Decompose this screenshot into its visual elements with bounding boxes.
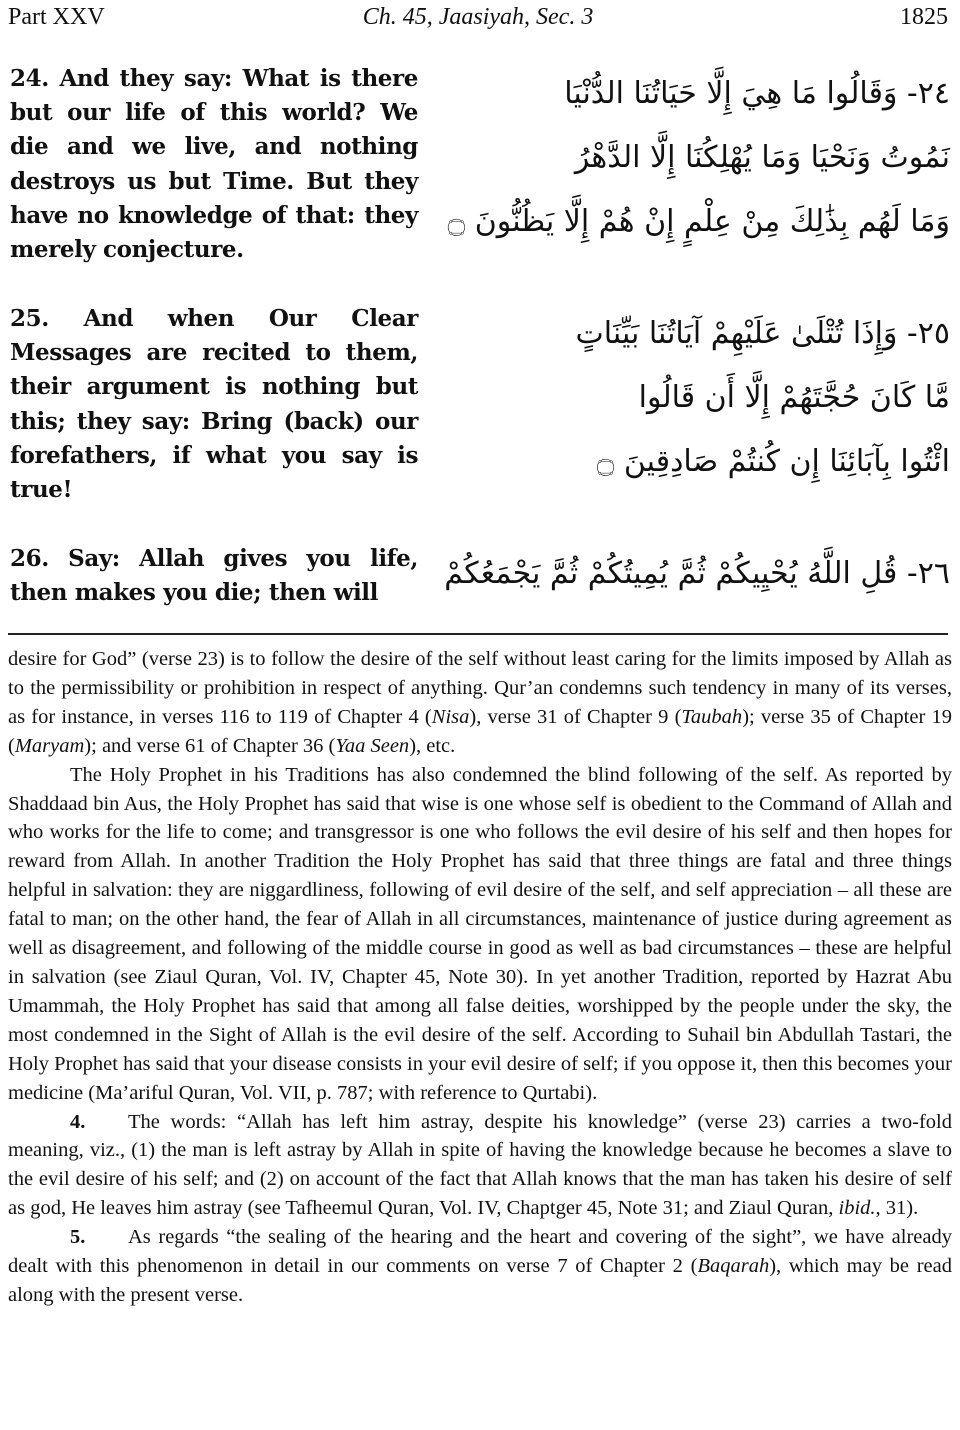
part-label: Part XXV <box>8 4 105 30</box>
verse-arabic <box>440 542 950 606</box>
verse-translation: 25. And when Our Clear Messages are recited to them, their argument is nothing but this; they say: Bring (back) our forefathers, if what you say is true! <box>10 305 418 504</box>
note-5: 5. As regards “the sealing of the hearing and the heart and covering of the sight”, we have already dealt with this phenomenon in detail in our comments on verse 7 of Chapter 2 (Baqarah), which may be read along with the present verse. <box>8 1223 952 1310</box>
verse-arabic <box>440 62 950 254</box>
verse-translation: 26. Say: Allah gives you life, then makes you die; then will <box>10 545 418 607</box>
page-header <box>8 4 948 38</box>
note-4: 4. The words: “Allah has left him astray, despite his knowledge” (verse 23) carries a two-fold meaning, viz., (1) the man is left astray by Allah in spite of having the knowledge because he becomes a slave to the evil desire of his self; and (2) on account of the fact that Allah knows that the man has taken his desire of self as god, He leaves him astray (see Tafheemul Quran, Vol. IV, Chaptger 45, Note 31; and Ziaul Quran, ibid., 31). <box>8 1108 952 1224</box>
commentary-notes <box>8 645 952 1310</box>
note-paragraph: The Holy Prophet in his Traditions has also condemned the blind following of the self. As reported by Shaddaad bin Aus, the Holy Prophet has said that wise is one whose self is obedient to the Command of Allah and who works for the life to come; and transgressor is one who follows the evil desire of his self and then hopes for reward from Allah. In another Tradition the Holy Prophet has said that three things are fatal and three things helpful in salvation: they are niggardliness, following of evil desire of the self, and self appreciation – all these are fatal to man; on the other hand, the fear of Allah in all circumstances, maintenance of justice during agreement as well as disagreement, and following of the middle course in good as well as bad circumstances – these are helpful in salvation (see Ziaul Quran, Vol. IV, Chapter 45, Note 30). In yet another Tradition, reported by Hazrat Abu Umammah, the Holy Prophet has said that among all false deities, worshipped by the people under the sky, the most condemned in the Sight of Allah is the evil desire of the self. According to Suhail bin Abdullah Tastari, the Holy Prophet has said that your disease consists in your evil desire of self; if you oppose it, then this becomes your medicine (Ma’ariful Quran, Vol. VII, p. 787; with reference to Qurtabi). <box>8 763 952 1104</box>
arabic-line: ٢٦- قُلِ اللَّهُ يُحْيِيكُمْ ثُمَّ يُمِيتُكُمْ ثُمَّ يَجْمَعُكُمْ <box>444 556 950 591</box>
verse-24 <box>10 62 950 302</box>
chapter-title: Ch. 45, Jaasiyah, Sec. 3 <box>362 4 594 30</box>
note-paragraph: desire for God” (verse 23) is to follow the desire of the self without least caring for the limits imposed by Allah as to the permissibility or prohibition in respect of anything. Qur’an condemns such tendency in many of its verses, as for instance, in verses 116 to 119 of Chapter 4 (Nisa), verse 31 of Chapter 9 (Taubah); verse 35 of Chapter 19 (Maryam); and verse 61 of Chapter 36 (Yaa Seen), etc. <box>8 648 952 757</box>
arabic-line: مَّا كَانَ حُجَّتَهُمْ إِلَّا أَن قَالُوا <box>638 380 950 415</box>
note-number: 4. <box>70 1110 86 1133</box>
section-divider <box>8 633 948 635</box>
arabic-line: نَمُوتُ وَنَحْيَا وَمَا يُهْلِكُنَا إِلَّا الدَّهْرُ <box>574 140 950 175</box>
verse-25 <box>10 302 950 542</box>
arabic-line: ائْتُوا بِآبَائِنَا إِن كُنتُمْ صَادِقِينَ ۝ <box>596 444 950 479</box>
verse-translation: 24. And they say: What is there but our life of this world? We die and we live, and nothing destroys us but Time. But they have no knowledge of that: they merely conjecture. <box>10 65 418 264</box>
verse-arabic <box>440 302 950 494</box>
note-number: 5. <box>70 1226 86 1249</box>
arabic-line: وَمَا لَهُم بِذَٰلِكَ مِنْ عِلْمٍ إِنْ هُمْ إِلَّا يَظُنُّونَ ۝ <box>447 204 950 239</box>
arabic-line: ٢٤- وَقَالُوا مَا هِيَ إِلَّا حَيَاتُنَا الدُّنْيَا <box>564 76 950 111</box>
arabic-line: ٢٥- وَإِذَا تُتْلَىٰ عَلَيْهِمْ آيَاتُنَا بَيِّنَاتٍ <box>575 316 950 351</box>
verse-26 <box>10 542 950 622</box>
verses-section <box>10 62 950 622</box>
page-number: 1825 <box>900 4 948 30</box>
